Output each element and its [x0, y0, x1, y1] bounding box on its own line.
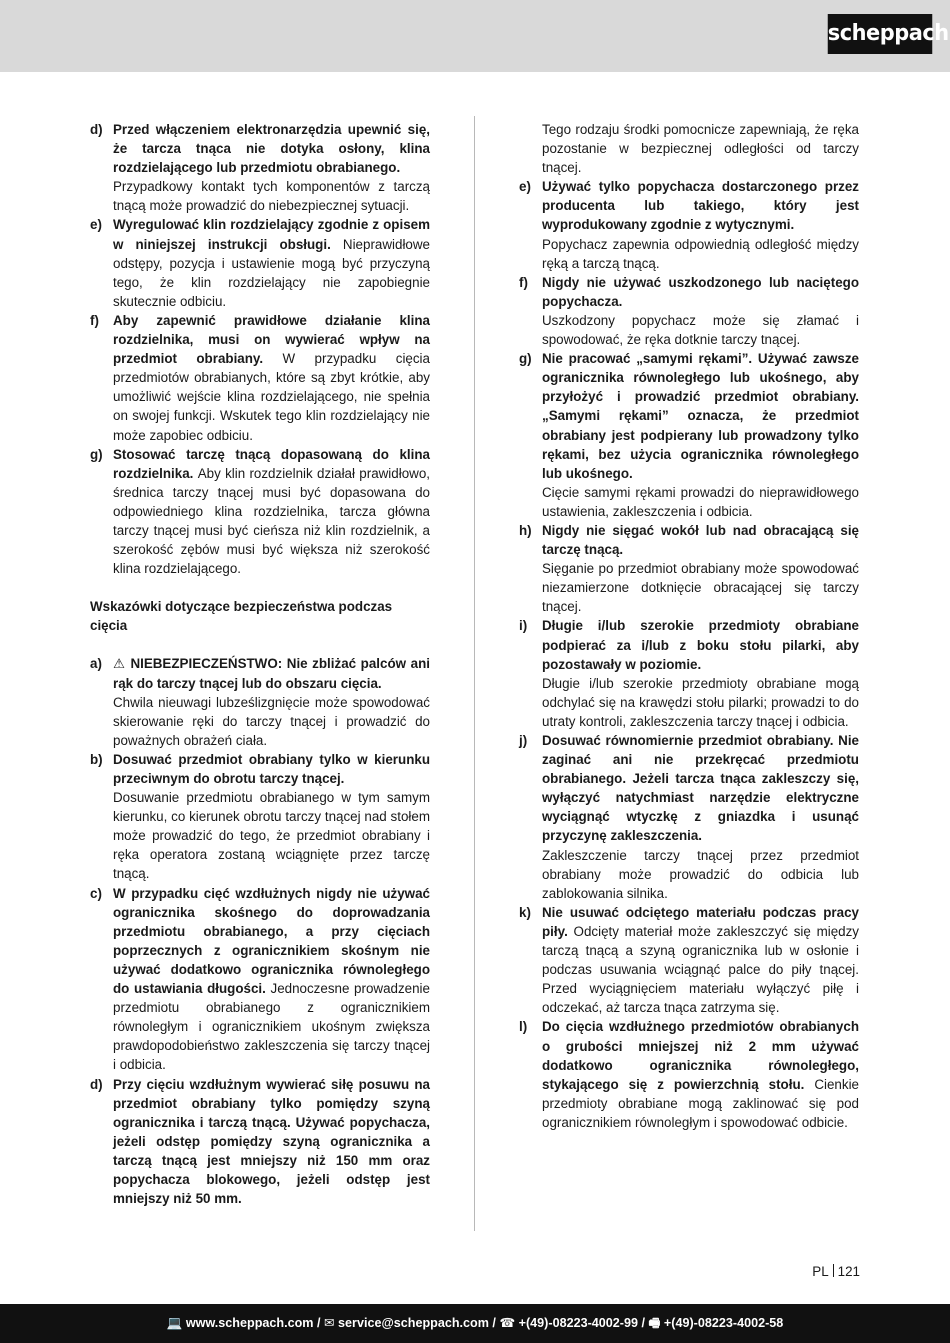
- item-marker: c): [90, 885, 102, 901]
- list-item: [519, 903, 859, 1018]
- item-body: [542, 177, 859, 272]
- item-bold-text: Nigdy nie sięgać wokół lub nad obracającą się tarczę tnącą.: [542, 522, 859, 558]
- item-body: [113, 445, 430, 579]
- item-bold-text: Do cięcia wzdłużnego przedmiotów obrabianych o grubości mniejszej niż 2 mm używać dodatkowo ogranicznika równoległego, stykającego się z powierzchnią stołu.: [542, 1019, 859, 1092]
- right-column: [519, 120, 859, 1132]
- item-normal-text: Nieprawidłowe odstępy, pozycja i ustawienie mogą być przyczyną tego, że klin rozdzielający nie zapobiegnie skutecznie odbiciu.: [113, 236, 430, 309]
- page-number-value: 121: [837, 1264, 860, 1279]
- right-list: [519, 177, 859, 1132]
- item-bold-text: Przed włączeniem elektronarzędzia upewnić się, że tarcza tnąca nie dotyka osłony, klina rozdzielającego lub przedmiotu obrabianego.: [113, 122, 430, 176]
- item-heading: [542, 1017, 859, 1132]
- item-body: [113, 1075, 430, 1209]
- item-marker: i): [519, 618, 528, 634]
- email-link[interactable]: service@scheppach.com: [338, 1316, 489, 1330]
- item-marker: h): [519, 522, 532, 538]
- phone-number: +(49)-08223-4002-99: [518, 1316, 639, 1330]
- item-body: [113, 215, 430, 310]
- list-item: [519, 273, 859, 349]
- page-lang: PL: [812, 1264, 829, 1279]
- list-item: [90, 654, 430, 749]
- item-marker: f): [90, 312, 99, 328]
- item-marker: d): [90, 1076, 103, 1092]
- item-bold-text: Nigdy nie używać uszkodzonego lub naciętego popychacza.: [542, 274, 859, 309]
- item-body: [542, 1017, 859, 1132]
- item-body: [542, 521, 859, 616]
- item-normal-text: Zakleszczenie tarczy tnącej przez przedmiot obrabiany może prowadzić do odbicia lub zablokowania silnika.: [542, 847, 859, 901]
- page-number: [780, 1264, 860, 1279]
- list-item: [90, 1075, 430, 1209]
- list-item: [519, 731, 859, 903]
- left-list-a: [90, 120, 430, 578]
- item-bold-text: Nie usuwać odciętego materiału podczas pracy piły.: [542, 904, 859, 939]
- item-normal-text: Popychacz zapewnia odpowiednią odległość między ręką a tarczą tnącą.: [542, 236, 859, 271]
- item-body: [542, 349, 859, 521]
- item-heading: [113, 654, 430, 692]
- item-bold-text: NIEBEZPIECZEŃSTWO: Nie zbliżać palców ani rąk do tarczy tnącej lub do obszaru cięcia.: [113, 656, 430, 691]
- item-bold-text: Długie i/lub szerokie przedmioty obrabiane podpierać za i/lub z boku stołu pilarki, aby pozostawały w poziomie.: [542, 618, 859, 672]
- item-normal-text: Chwila nieuwagi lubześlizgnięcie może spowodować skierowanie ręki do tarczy tnącej i prowadzić do poważnych obrażeń ciała.: [113, 694, 430, 748]
- page-separator: [833, 1264, 834, 1277]
- list-item: [519, 349, 859, 521]
- item-body: [542, 273, 859, 349]
- item-normal-text: Odcięty materiał może zakleszczyć się między tarczą tnącą a szyną ogranicznika lub w osłonie i podczas usuwania wciągnąć palce do piły tnącej. Przed wyciągnięciem materiału wyłączyć piłę i odczekać, aż tarcza tnąca zatrzyma się.: [542, 923, 859, 1016]
- item-bold-text: Używać tylko popychacza dostarczonego przez producenta lub takiego, który jest wyprodukowany zgodnie z wytycznymi.: [542, 179, 859, 233]
- item-normal-text: Sięganie po przedmiot obrabiany może spowodować niezamierzone dotknięcie obracającej się tarczy tnącej.: [542, 561, 859, 615]
- item-body: [542, 903, 859, 1018]
- item-body: [542, 616, 859, 731]
- left-column: [90, 120, 430, 1208]
- list-item: [90, 750, 430, 884]
- item-marker: f): [519, 274, 528, 290]
- item-normal-text: Cięcie samymi rękami prowadzi do nieprawidłowego ustawienia, zakleszczenia i odbicia.: [542, 484, 859, 519]
- item-normal-text: Przypadkowy kontakt tych komponentów z tarczą tnącą może prowadzić do niebezpiecznej sytuacji.: [113, 179, 430, 214]
- header-band: [0, 0, 950, 72]
- fax-number: +(49)-08223-4002-58: [663, 1316, 784, 1330]
- item-body: [113, 120, 430, 215]
- item-bold-text: Stosować tarczę tnącą dopasowaną do klina rozdzielnika.: [113, 446, 430, 481]
- website-link[interactable]: www.scheppach.com: [185, 1316, 314, 1330]
- phone-icon: ☎: [499, 1316, 516, 1330]
- item-heading: [113, 445, 430, 579]
- list-item: [519, 616, 859, 731]
- item-heading: [542, 616, 859, 673]
- item-normal-text: Jednoczesne prowadzenie przedmiotu obrabianego z ogranicznikiem równoległym i ogranicznikiem ukośnym zwiększa prawdopodobieństwo zakleszczenia się tarczy tnącej i odbicia.: [113, 981, 430, 1073]
- item-bold-text: Dosuwać przedmiot obrabiany tylko w kierunku przeciwnym do obrotu tarczy tnącej.: [113, 751, 430, 786]
- item-marker: a): [90, 656, 102, 672]
- item-heading: [542, 349, 859, 483]
- item-marker: g): [519, 351, 532, 367]
- item-marker: g): [90, 446, 103, 462]
- list-item: [90, 445, 430, 579]
- item-bold-text: Aby zapewnić prawidłowe działanie klina rozdzielnika, musi on wywierać wpływ na przedmiot obrabiany.: [113, 312, 430, 367]
- item-bold-text: Wyregulować klin rozdzielający zgodnie z opisem w niniejszej instrukcji obsługi.: [113, 217, 430, 252]
- item-body: [113, 311, 430, 445]
- item-marker: e): [519, 179, 531, 195]
- item-heading: [542, 273, 859, 311]
- item-heading: [542, 903, 859, 1018]
- item-heading: [113, 311, 430, 445]
- item-body: [542, 731, 859, 903]
- item-bold-text: Nie pracować „samymi rękami”. Używać zawsze ogranicznika równoległego lub ukośnego, aby przyłożyć i prowadzić przedmiot obrabiany. „Samymi rękami” oznacza, że przedmiot obrabiany jest podpierany lub prowadzony tylko rękami, bez użycia ogranicznika równoległego lub ukośnego.: [542, 351, 859, 481]
- list-item: [90, 120, 430, 215]
- item-body: [113, 654, 430, 749]
- item-bold-text: Przy cięciu wzdłużnym wywierać siłę posuwu na przedmiot obrabiany tylko pomiędzy szyną ogranicznika i tarczą tnącą. Używać popychacza, jeżeli odstęp pomiędzy szyną ogranicznika a tarczą tnącą jest mniejszy niż 150 mm oraz popychacza blokowego, jeżeli odstęp jest mniejszy niż 50 mm.: [113, 1076, 430, 1207]
- item-body: [113, 884, 430, 1075]
- item-bold-text: Dosuwać równomiernie przedmiot obrabiany. Nie zaginać ani nie przekręcać przedmiotu obrabianego. Jeżeli tarcza tnąca zakleszczy się, wyłączyć natychmiast narzędzie elektryczne wyciągnąć wtyczkę z gniazdka i usunąć przyczynę zakleszczenia.: [542, 733, 859, 844]
- mail-icon: ✉: [323, 1316, 335, 1330]
- list-item: [519, 177, 859, 272]
- list-item: [90, 311, 430, 445]
- item-heading: [113, 884, 430, 1075]
- warning-icon: ⚠: [113, 656, 126, 672]
- item-marker: e): [90, 217, 102, 233]
- list-item: [519, 1017, 859, 1132]
- item-marker: k): [519, 904, 531, 920]
- item-heading: [113, 750, 430, 788]
- fax-icon: 🖷: [648, 1316, 661, 1330]
- item-normal-text: Dosuwanie przedmiotu obrabianego w tym samym kierunku, co kierunek obrotu tarczy tnącej nad stołem może prowadzić do tego, że przedmiot obrabiany i ręka operatora zostaną wciągnięte przez tarczę tnącą.: [113, 790, 430, 882]
- section-heading: Wskazówki dotyczące bezpieczeństwa podczas cięcia: [90, 599, 393, 634]
- scheppach-logo: scheppach: [828, 14, 933, 54]
- item-heading: [542, 731, 859, 846]
- item-marker: j): [519, 733, 528, 748]
- item-bold-text: W przypadku cięć wzdłużnych nigdy nie używać ogranicznika skośnego do doprowadzania przedmiotu obrabianego, a przy cięciach poprzecznych z ogranicznikiem skośnym nie używać dodatkowo ogranicznika równoległego do ustawiania długości.: [113, 885, 430, 997]
- item-marker: b): [90, 751, 103, 767]
- item-heading: [113, 1075, 430, 1209]
- item-normal-text: Cienkie przedmioty obrabiane mogą zaklinować się pod ogranicznikiem równoległym i spowodować odbicie.: [542, 1076, 859, 1130]
- item-normal-text: Aby klin rozdzielnik działał prawidłowo, średnica tarczy tnącej musi być dopasowana do odpowiedniego klina rozdzielnika, tarcza główna tarczy tnącej musi być cieńsza niż klin rozdzielnik, a szerokość zębów musi być większa niż szerokość klina rozdzielającego.: [113, 465, 430, 577]
- item-heading: [113, 215, 430, 310]
- item-marker: l): [519, 1019, 528, 1035]
- item-marker: d): [90, 122, 103, 137]
- item-heading: [542, 521, 859, 559]
- list-item: [519, 521, 859, 616]
- item-normal-text: W przypadku cięcia przedmiotów obrabianych, które są zbyt krótkie, aby umożliwić wejście klina rozdzielającego, nie spełnia on swojej funkcji. Wskutek tego klin rozdzielający nie może zapobiec odbiciu.: [113, 351, 430, 443]
- item-heading: [113, 120, 430, 177]
- column-divider: [474, 116, 475, 1231]
- item-normal-text: Uszkodzony popychacz może się złamać i spowodować, że ręka dotknie tarczy tnącej.: [542, 312, 859, 348]
- lead-text: Tego rodzaju środki pomocnicze zapewniają, że ręka pozostanie w bezpiecznej odległości od tarczy tnącej.: [542, 122, 859, 176]
- computer-icon: 💻: [166, 1316, 183, 1330]
- item-body: [113, 750, 430, 884]
- list-item: [90, 884, 430, 1075]
- list-item: [90, 215, 430, 310]
- item-normal-text: Długie i/lub szerokie przedmioty obrabiane mogą odchylać się na krawędzi stołu pilarki; prowadzi to do utraty kontroli, zakleszczenia tarczy tnącej i odbicia.: [542, 675, 859, 729]
- left-list-b: [90, 654, 430, 1208]
- footer-bar: 💻 www.scheppach.com / ✉ service@scheppach.com / ☎ +(49)-08223-4002-99 / 🖷 +(49)-08223-4002-58: [0, 1304, 950, 1343]
- item-heading: [542, 177, 859, 234]
